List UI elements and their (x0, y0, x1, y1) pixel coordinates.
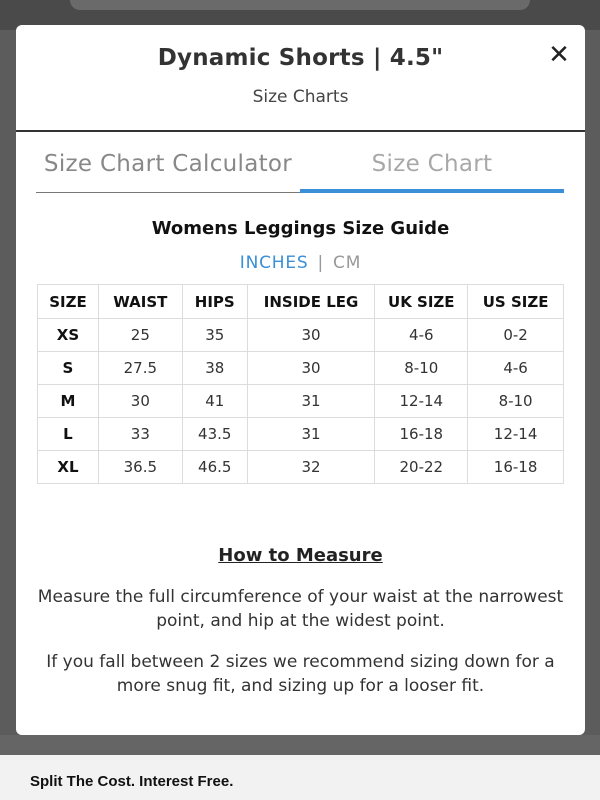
background-search-bar (70, 0, 530, 10)
cell-us-size: 16-18 (468, 451, 564, 484)
cell-waist: 30 (98, 385, 182, 418)
cell-size: M (38, 385, 99, 418)
table-row (38, 352, 564, 385)
unit-toggle (16, 253, 585, 273)
cell-inside-leg: 32 (247, 451, 375, 484)
cell-inside-leg: 30 (247, 352, 375, 385)
cell-waist: 36.5 (98, 451, 182, 484)
header-size: SIZE (38, 285, 99, 319)
cell-size: XL (38, 451, 99, 484)
tab-size-chart-calculator[interactable]: Size Chart Calculator (36, 145, 300, 193)
modal-header (16, 25, 585, 132)
background-footer (0, 735, 600, 800)
header-uk-size: UK SIZE (375, 285, 468, 319)
size-table (37, 284, 564, 484)
header-hips: HIPS (182, 285, 247, 319)
cell-us-size: 12-14 (468, 418, 564, 451)
cell-uk-size: 16-18 (375, 418, 468, 451)
cell-inside-leg: 30 (247, 319, 375, 352)
cell-waist: 33 (98, 418, 182, 451)
table-row (38, 451, 564, 484)
cell-hips: 38 (182, 352, 247, 385)
tab-size-chart[interactable]: Size Chart (300, 145, 564, 193)
cell-size: L (38, 418, 99, 451)
how-to-measure-link[interactable]: How to Measure (218, 545, 383, 566)
modal-title: Dynamic Shorts | 4.5" (157, 45, 444, 71)
cell-hips: 35 (182, 319, 247, 352)
close-icon[interactable]: ✕ (548, 40, 570, 70)
cell-hips: 46.5 (182, 451, 247, 484)
cell-uk-size: 8-10 (375, 352, 468, 385)
cell-uk-size: 4-6 (375, 319, 468, 352)
header-waist: WAIST (98, 285, 182, 319)
size-chart-modal (16, 25, 585, 735)
cell-inside-leg: 31 (247, 418, 375, 451)
cell-us-size: 4-6 (468, 352, 564, 385)
how-to-measure-heading[interactable] (16, 545, 585, 566)
table-row (38, 319, 564, 352)
sizing-advice: If you fall between 2 sizes we recommend sizing down for a more snug fit, and sizing up for a looser fit. (46, 652, 555, 696)
cell-us-size: 8-10 (468, 385, 564, 418)
cell-size: S (38, 352, 99, 385)
table-row (38, 385, 564, 418)
cell-uk-size: 20-22 (375, 451, 468, 484)
cell-waist: 25 (98, 319, 182, 352)
cell-uk-size: 12-14 (375, 385, 468, 418)
header-inside-leg: INSIDE LEG (247, 285, 375, 319)
modal-subtitle: Size Charts (252, 87, 349, 107)
cell-hips: 43.5 (182, 418, 247, 451)
cell-size: XS (38, 319, 99, 352)
table-row (38, 418, 564, 451)
cell-us-size: 0-2 (468, 319, 564, 352)
measure-instructions: Measure the full circumference of your waist at the narrowest point, and hip at the widest point. (37, 587, 564, 631)
unit-cm-option[interactable]: CM (333, 253, 362, 273)
cell-hips: 41 (182, 385, 247, 418)
unit-inches-option[interactable]: INCHES (239, 253, 309, 273)
guide-title: Womens Leggings Size Guide (151, 218, 450, 239)
table-header-row (38, 285, 564, 319)
tab-bar (36, 145, 564, 195)
header-us-size: US SIZE (468, 285, 564, 319)
cell-waist: 27.5 (98, 352, 182, 385)
cell-inside-leg: 31 (247, 385, 375, 418)
unit-separator: | (317, 253, 325, 273)
promo-text: Split The Cost. Interest Free. (30, 773, 234, 790)
